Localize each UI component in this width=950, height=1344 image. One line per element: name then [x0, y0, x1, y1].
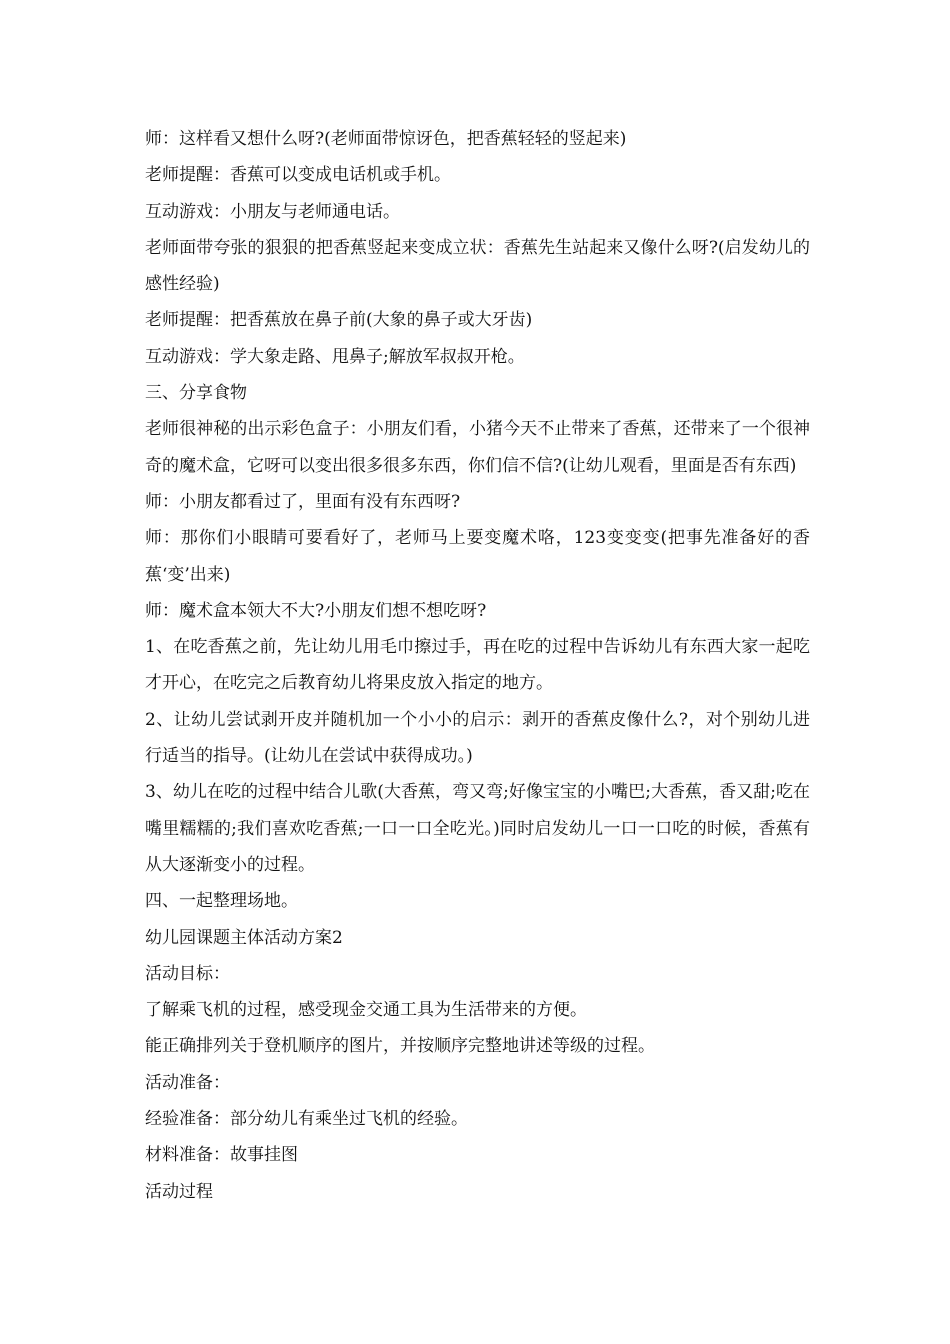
- paragraph: 互动游戏：学大象走路、甩鼻子;解放军叔叔开枪。: [145, 346, 525, 367]
- paragraph: 互动游戏：小朋友与老师通电话。: [145, 201, 400, 222]
- section-heading: 活动目标：: [145, 963, 230, 984]
- paragraph: 老师提醒：香蕉可以变成电话机或手机。: [145, 165, 451, 186]
- document-title: 幼儿园课题主体活动方案2: [145, 927, 343, 948]
- section-heading: 活动过程: [145, 1181, 213, 1202]
- section-heading: 三、分享食物: [145, 383, 247, 404]
- paragraph: 了解乘飞机的过程，感受现金交通工具为生活带来的方便。: [145, 1000, 587, 1021]
- paragraph: 经验准备：部分幼儿有乘坐过飞机的经验。: [145, 1109, 468, 1130]
- list-item: 2、让幼儿尝试剥开皮并随机加一个小小的启示：剥开的香蕉皮像什么?，对个别幼儿进行适当的指导。(让幼儿在尝试中获得成功。): [145, 709, 810, 767]
- paragraph: 老师面带夸张的狠狠的把香蕉竖起来变成立状：香蕉先生站起来又像什么呀?(启发幼儿的感性经验): [145, 237, 810, 295]
- list-item: 1、在吃香蕉之前，先让幼儿用毛巾擦过手，再在吃的过程中告诉幼儿有东西大家一起吃才开心，在吃完之后教育幼儿将果皮放入指定的地方。: [145, 637, 810, 694]
- section-heading: 四、一起整理场地。: [145, 891, 298, 912]
- section-heading: 活动准备：: [145, 1072, 230, 1093]
- paragraph: 老师提醒：把香蕉放在鼻子前(大象的鼻子或大牙齿): [145, 310, 533, 331]
- paragraph: 材料准备：故事挂图: [145, 1145, 298, 1166]
- list-item: 3、幼儿在吃的过程中结合儿歌(大香蕉，弯又弯;好像宝宝的小嘴巴;大香蕉，香又甜;吃在嘴里糯糯的;我们喜欢吃香蕉;一口一口全吃光。)同时启发幼儿一口一口吃的时候，香蕉有从大逐渐变小的过程。: [145, 782, 810, 875]
- paragraph: 师：小朋友都看过了，里面有没有东西呀?: [145, 491, 461, 512]
- paragraph: 能正确排列关于登机顺序的图片，并按顺序完整地讲述等级的过程。: [145, 1036, 655, 1057]
- paragraph: 师：这样看又想什么呀?(老师面带惊讶色，把香蕉轻轻的竖起来): [145, 129, 627, 149]
- document-body: [145, 121, 810, 1210]
- paragraph: 老师很神秘的出示彩色盒子：小朋友们看，小猪今天不止带来了香蕉，还带来了一个很神奇的魔术盒，它呀可以变出很多很多东西，你们信不信?(让幼儿观看，里面是否有东西): [145, 419, 810, 476]
- paragraph: 师：那你们小眼睛可要看好了，老师马上要变魔术咯，123变变变(把事先准备好的香蕉‘变’出来): [145, 528, 810, 585]
- paragraph: 师：魔术盒本领大不大?小朋友们想不想吃呀?: [145, 600, 487, 621]
